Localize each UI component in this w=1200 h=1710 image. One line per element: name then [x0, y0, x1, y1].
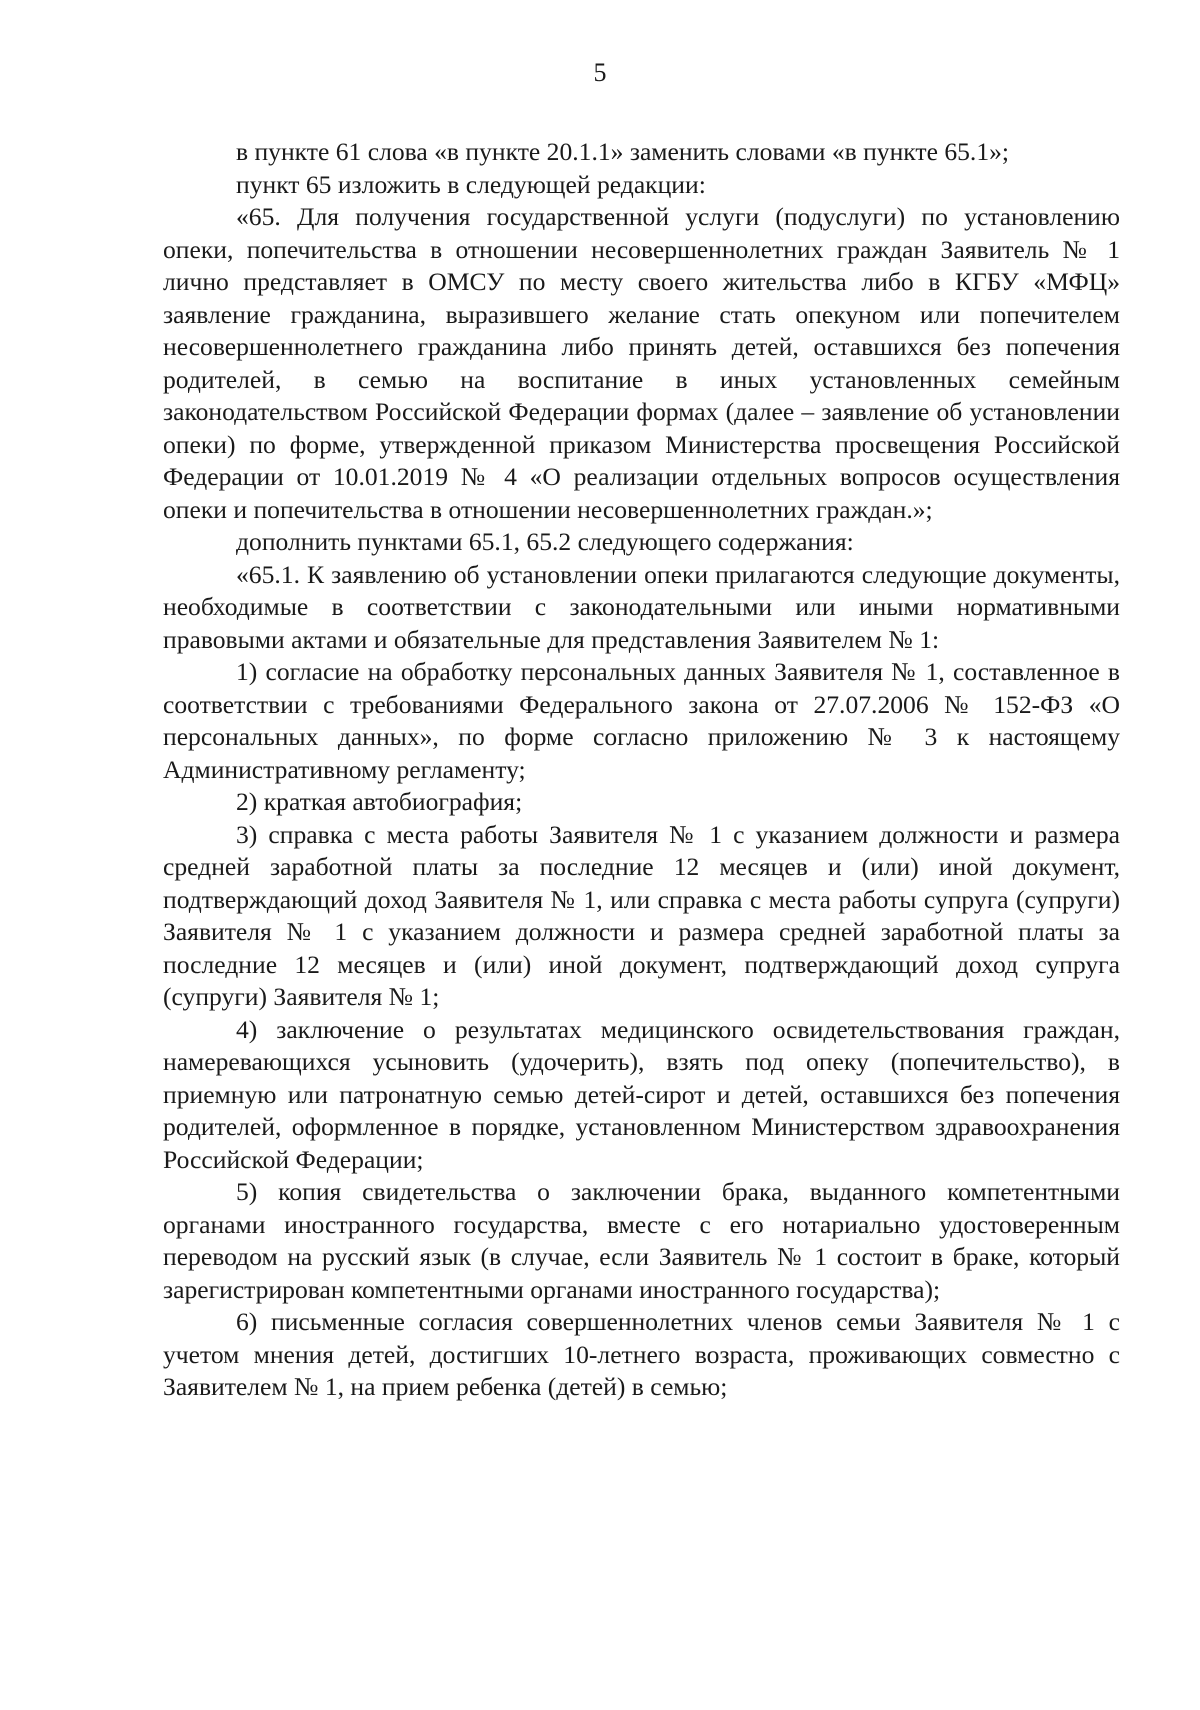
paragraph-item-65-text: «65. Для получения государственной услуги (подуслуги) по установлению опеки, попечительства в отношении несовершеннолетних граждан Заявитель № 1 лично представляет в ОМСУ по месту своего жительства либо в КГБУ «МФЦ» заявление гражданина, выразившего желание стать опекуном или попечителем несовершеннолетнего гражданина либо принять детей, оставшихся без попечения родителей, в семью на воспитание в иных установленных семейным законодательством Российской Федерации формах (далее – заявление об установлении опеки) по форме, утвержденной приказом Министерства просвещения Российской Федерации от 10.01.2019 № 4 «О реализации отдельных вопросов осуществления опеки и попечительства в отношении несовершеннолетних граждан.»; [163, 202, 1120, 524]
list-item-4: 4) заключение о результатах медицинского освидетельствования граждан, намеревающихся усыновить (удочерить), взять под опеку (попечительство), в приемную или патронатную семью детей-сирот и детей, оставшихся без попечения родителей, оформленное в порядке, установленном Министерством здравоохранения Российской Федерации; [163, 1014, 1120, 1174]
list-item-2: 2) краткая автобиография; [236, 787, 523, 816]
paragraph-item-65-intro: пункт 65 изложить в следующей редакции: [236, 169, 706, 199]
list-item-5: 5) копия свидетельства о заключении брака, выданного компетентными органами иностранного государства, вместе с его нотариально удостоверенным переводом на русский язык (в случае, если Заявитель № 1 состоит в браке, который зарегистрирован компетентными органами иностранного государства); [163, 1177, 1120, 1304]
paragraph-item-65-1: «65.1. К заявлению об установлении опеки прилагаются следующие документы, необходимые в соответствии с законодательными или иными нормативными правовыми актами и обязательные для представления Заявителем № 1: [163, 559, 1120, 654]
document-body [163, 136, 1120, 1404]
list-item-6: 6) письменные согласия совершеннолетних членов семьи Заявителя № 1 с учетом мнения детей, достигших 10-летнего возраста, проживающих совместно с Заявителем № 1, на прием ребенка (детей) в семью; [163, 1307, 1120, 1401]
paragraph-item-61-amendment: в пункте 61 слова «в пункте 20.1.1» заменить словами «в пункте 65.1»; [236, 137, 1010, 166]
page-number: 5 [593, 58, 607, 87]
paragraph-add-items-intro: дополнить пунктами 65.1, 65.2 следующего содержания: [236, 527, 854, 556]
list-item-3: 3) справка с места работы Заявителя № 1 с указанием должности и размера средней заработной платы за последние 12 месяцев и (или) иной документ, подтверждающий доход Заявителя № 1, или справка с места работы супруга (супруги) Заявителя № 1 с указанием должности и размера средней заработной платы за последние 12 месяцев и (или) иной документ, подтверждающий доход супруга (супруги) Заявителя № 1; [163, 819, 1120, 1011]
list-item-1: 1) согласие на обработку персональных данных Заявителя № 1, составленное в соответствии с требованиями Федерального закона от 27.07.2006 № 152-ФЗ «О персональных данных», по форме согласно приложению № 3 к настоящему Административному регламенту; [163, 657, 1120, 784]
